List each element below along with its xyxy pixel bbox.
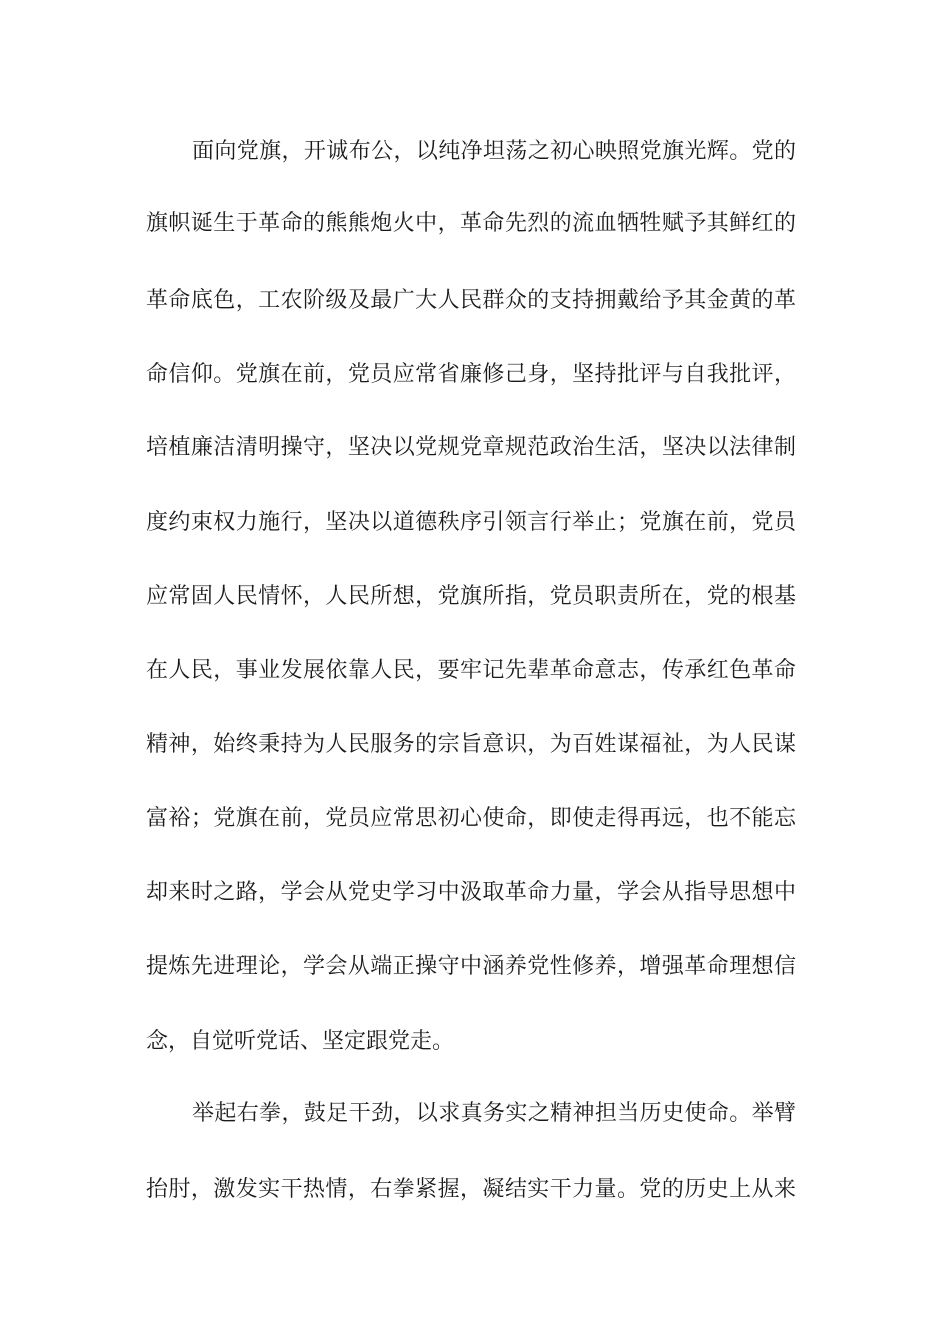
paragraph-1-line-11: 却来时之路，学会从党史学习中汲取革命力量，学会从指导思想中	[146, 880, 796, 905]
paragraph-1-line-8: 在人民，事业发展依靠人民，要牢记先辈革命意志，传承红色革命	[146, 658, 796, 683]
paragraph-2-line-2: 抬肘，激发实干热情，右拳紧握，凝结实干力量。党的历史上从来	[146, 1177, 796, 1202]
paragraph-1-line-2: 旗帜诞生于革命的熊熊炮火中，革命先烈的流血牺牲赋予其鲜红的	[146, 211, 796, 236]
paragraph-2-line-1: 举起右拳，鼓足干劲，以求真务实之精神担当历史使命。举臂	[192, 1101, 796, 1126]
paragraph-1-line-10: 富裕；党旗在前，党员应常思初心使命，即使走得再远，也不能忘	[146, 806, 796, 831]
paragraph-1-line-9: 精神，始终秉持为人民服务的宗旨意识，为百姓谋福祉，为人民谋	[146, 732, 796, 757]
paragraph-1-line-5: 培植廉洁清明操守，坚决以党规党章规范政治生活，坚决以法律制	[146, 435, 796, 460]
paragraph-1-line-12: 提炼先进理论，学会从端正操守中涵养党性修养，增强革命理想信	[146, 954, 796, 979]
paragraph-1-line-4: 命信仰。党旗在前，党员应常省廉修己身，坚持批评与自我批评，	[146, 362, 796, 387]
paragraph-1-line-7: 应常固人民情怀，人民所想，党旗所指，党员职责所在，党的根基	[146, 584, 796, 609]
paragraph-1-line-3: 革命底色，工农阶级及最广大人民群众的支持拥戴给予其金黄的革	[146, 288, 796, 313]
paragraph-1-line-13: 念，自觉听党话、坚定跟党走。	[146, 1029, 455, 1054]
paragraph-1-line-6: 度约束权力施行，坚决以道德秩序引领言行举止；党旗在前，党员	[146, 510, 796, 535]
paragraph-1-line-1: 面向党旗，开诚布公，以纯净坦荡之初心映照党旗光辉。党的	[192, 139, 796, 164]
